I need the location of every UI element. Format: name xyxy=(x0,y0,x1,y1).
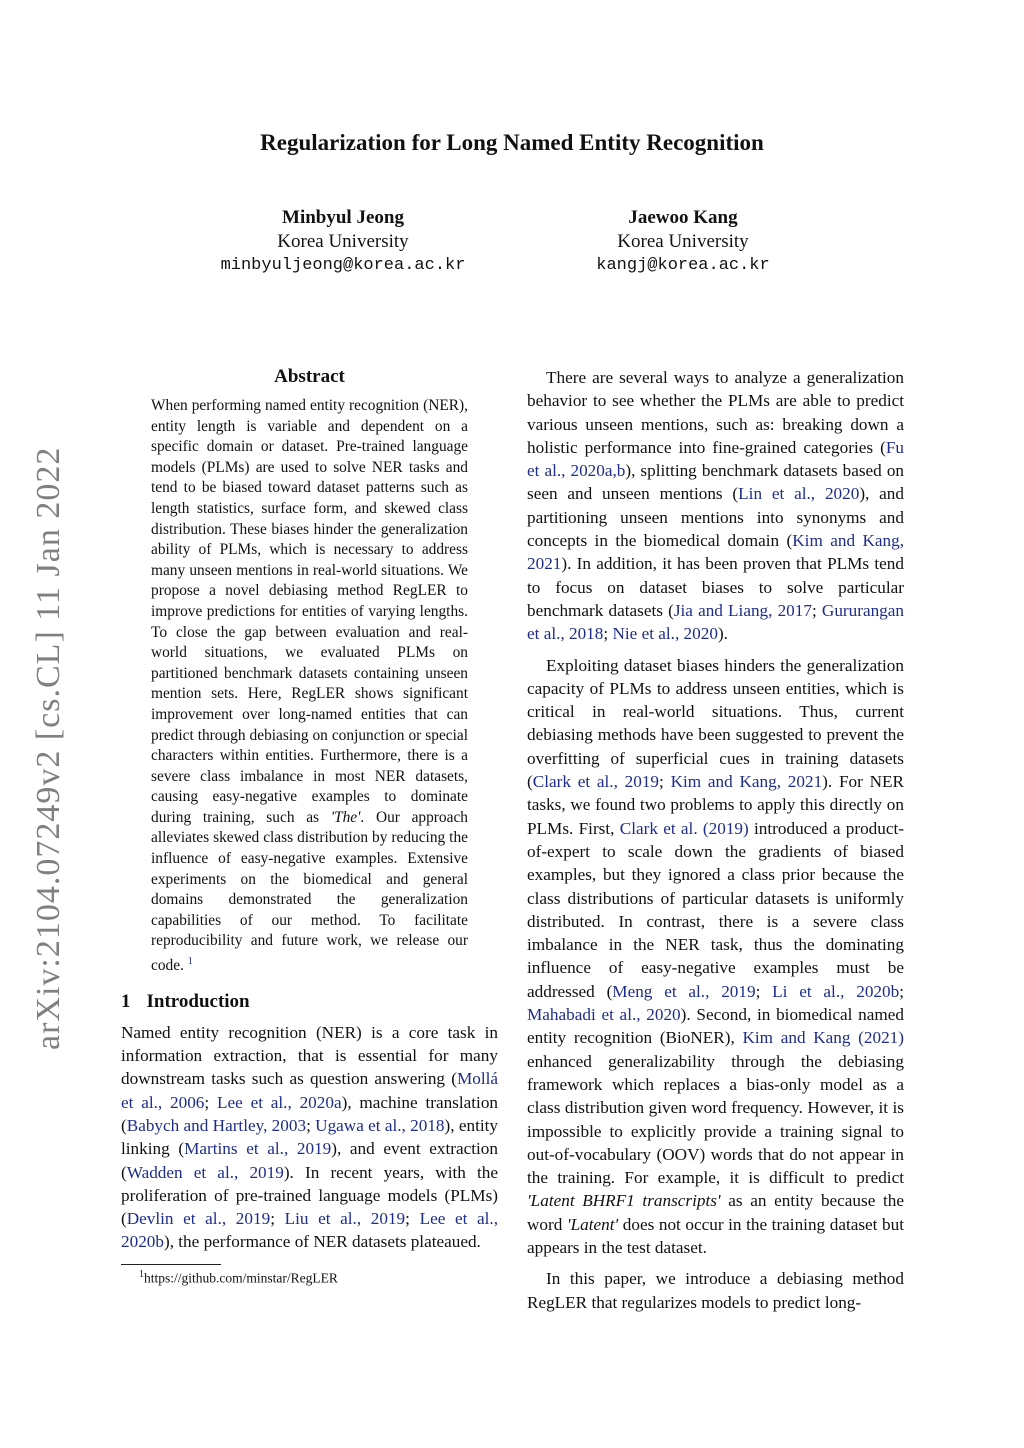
arxiv-identifier: arXiv:2104.07249v2 [cs.CL] 11 Jan 2022 xyxy=(30,446,67,1050)
citation-link[interactable]: Clark et al., 2019 xyxy=(532,772,660,792)
citation-link[interactable]: Kim and Kang, 2021 xyxy=(527,531,904,574)
author-name: Jaewoo Kang xyxy=(628,207,738,228)
body-paragraph xyxy=(527,654,904,1260)
left-column xyxy=(121,366,498,1288)
text-run: Named entity recognition (NER) is a core task in information extraction, that is essential for many downstream tasks such as question answering ( xyxy=(121,1022,498,1089)
italic-term: 'Latent' xyxy=(566,1214,619,1234)
citation-link[interactable]: Mahabadi et al., 2020 xyxy=(527,1005,681,1025)
author-affiliation: Korea University xyxy=(617,231,749,252)
text-run: ; xyxy=(659,772,671,792)
citation-link[interactable]: Ugawa et al., 2018 xyxy=(315,1115,445,1135)
author-block xyxy=(183,206,503,278)
citation-link[interactable]: Gururangan et al., 2018 xyxy=(527,600,904,644)
citation-link[interactable]: Clark et al. (2019) xyxy=(619,818,749,838)
citation-link[interactable]: Kim and Kang (2021) xyxy=(742,1028,904,1048)
text-run: as an entity because the word xyxy=(527,1191,904,1234)
citation-link[interactable]: Babych and Hartley, 2003 xyxy=(126,1115,307,1135)
text-run: ; xyxy=(204,1092,217,1112)
abstract-text: When performing named entity recognition (NER), entity length is variable and dependent on a specific domain or dataset. Pre-trained language models (PLMs) are used to solve NER tasks and tend to be biased toward dataset patterns such as length statistics, surface form, and skewed class distribution. These biases hinder the generalization ability of PLMs, which is necessary to address many unseen mentions in real-world situations. We propose a novel debiasing method RegLER to improve predictions for entities of varying lengths. To close the gap between evaluation and real-world situations, we evaluated PLMs on partitioned benchmark datasets containing unseen mention sets. Here, RegLER shows significant improvement over long-named entities that can predict through debiasing on conjunction or special characters within entities. Furthermore, there is a severe class imbalance in most NER datasets, causing easy-negative examples to dominate during training, such as 'The'. Our approach alleviates skewed class distribution by reducing the influence of easy-negative examples. Extensive experiments on the biomedical and general domains demonstrated the generalization capabilities of our method. To facilitate reproducibility and future work, we release our code. $^1$ xyxy=(151,397,468,975)
author-affiliation: Korea University xyxy=(277,231,409,252)
text-run: ), and event extraction ( xyxy=(121,1139,498,1182)
text-run: enhanced generalizability through the debiasing framework which replaces a bias-only model as a class distribution given word frequency. However, it is impossible to explicitly provide a training signal to out-of-vocabulary (OOV) words that do not appear in the training. For example, it is difficult to predict xyxy=(527,1051,904,1188)
author-email: kangj@korea.ac.kr xyxy=(596,256,770,275)
right-column xyxy=(527,366,904,1322)
citation-link[interactable]: Lee et al., 2020a xyxy=(217,1092,342,1112)
text-run: ). In recent years, with the proliferation of pre-trained language models (PLMs) ( xyxy=(121,1162,498,1229)
footnote-url[interactable]: https://github.com/minstar/RegLER xyxy=(144,1270,338,1286)
citation-link[interactable]: Jia and Liang, 2017 xyxy=(673,600,812,620)
text-run: ; xyxy=(811,600,822,620)
citation-link[interactable]: Kim and Kang, 2021 xyxy=(670,772,823,792)
text-run: Exploiting dataset biases hinders the generalization capacity of PLMs to address unseen entities, which is critical in real-world situations. Thus, current debiasing methods have been suggested to prevent the overfitting of superficial cues in training datasets ( xyxy=(527,655,904,792)
citation-link[interactable]: Fu et al., 2020a,b xyxy=(527,437,904,481)
author-name: Minbyul Jeong xyxy=(282,207,404,228)
text-run: ). In addition, it has been proven that PLMs tend to focus on dataset biases to solve particular benchmark datasets ( xyxy=(527,554,904,620)
footnote xyxy=(121,1265,498,1289)
body-paragraph xyxy=(527,1267,904,1314)
author-email: minbyuljeong@korea.ac.kr xyxy=(220,256,466,275)
footnote-mark: 1 xyxy=(139,1268,144,1280)
text-run: ). xyxy=(717,624,728,644)
text-run: ), splitting benchmark datasets based on seen and unseen mentions ( xyxy=(527,461,905,504)
citation-link[interactable]: Nie et al., 2020 xyxy=(612,624,718,644)
author-block xyxy=(523,206,843,278)
text-run: ), the performance of NER datasets plateaued. xyxy=(163,1232,481,1252)
citation-link[interactable]: Meng et al., 2019 xyxy=(612,981,756,1001)
abstract-heading: Abstract xyxy=(274,366,345,387)
text-run: introduced a product-of-expert to scale down the gradients of biased examples, but they ignored a class prior because the class distributions of particular datasets is uniformly distributed. In contrast, there is a severe class imbalance in the NER task, thus the dominating influence of easy-negative examples must be addressed ( xyxy=(527,818,904,1001)
body-paragraph xyxy=(527,366,904,646)
citation-link[interactable]: Lee et al., 2020b xyxy=(121,1209,498,1252)
text-run: ; xyxy=(306,1115,316,1135)
text-run: ). Second, in biomedical named entity recognition (BioNER), xyxy=(527,1005,904,1048)
text-run: ; xyxy=(603,624,613,644)
text-run: ; xyxy=(899,981,904,1001)
citation-link[interactable]: Wadden et al., 2019 xyxy=(126,1162,284,1182)
text-run: ). For NER tasks, we found two problems to apply this directly on PLMs. First, xyxy=(527,772,904,838)
citation-link[interactable]: Li et al., 2020b xyxy=(772,981,900,1001)
section-heading: 1 Introduction xyxy=(121,990,250,1012)
text-run: ), machine translation ( xyxy=(121,1092,499,1135)
text-run: ), and partitioning unseen mentions into synonyms and concepts in the biomedical domain ( xyxy=(527,484,904,551)
footnote-link[interactable]: 1 xyxy=(187,956,193,968)
text-run: In this paper, we introduce a debiasing method RegLER that regularizes models to predict long- xyxy=(527,1269,904,1312)
text-run: ; xyxy=(755,981,773,1001)
citation-link[interactable]: Lin et al., 2020 xyxy=(738,484,860,504)
citation-link[interactable]: Liu et al., 2019 xyxy=(284,1209,406,1229)
text-run: ), entity linking ( xyxy=(121,1115,498,1159)
italic-term: 'Latent BHRF1 transcripts' xyxy=(527,1191,721,1211)
text-run: does not occur in the training dataset but appears in the test dataset. xyxy=(527,1214,904,1257)
intro-paragraph xyxy=(121,1021,498,1254)
text-run: ; xyxy=(405,1209,420,1229)
paper-title: Regularization for Long Named Entity Recognition xyxy=(260,130,764,155)
text-run: ; xyxy=(270,1209,285,1229)
citation-link[interactable]: Martins et al., 2019 xyxy=(184,1139,332,1159)
abstract-example: 'The' xyxy=(330,808,361,826)
citation-link[interactable]: Devlin et al., 2019 xyxy=(126,1209,271,1229)
citation-link[interactable]: Mollá et al., 2006 xyxy=(121,1069,498,1112)
text-run: There are several ways to analyze a generalization behavior to see whether the PLMs are able to predict various unseen mentions, such as: breaking down a holistic performance into fine-grained categories ( xyxy=(527,368,904,457)
